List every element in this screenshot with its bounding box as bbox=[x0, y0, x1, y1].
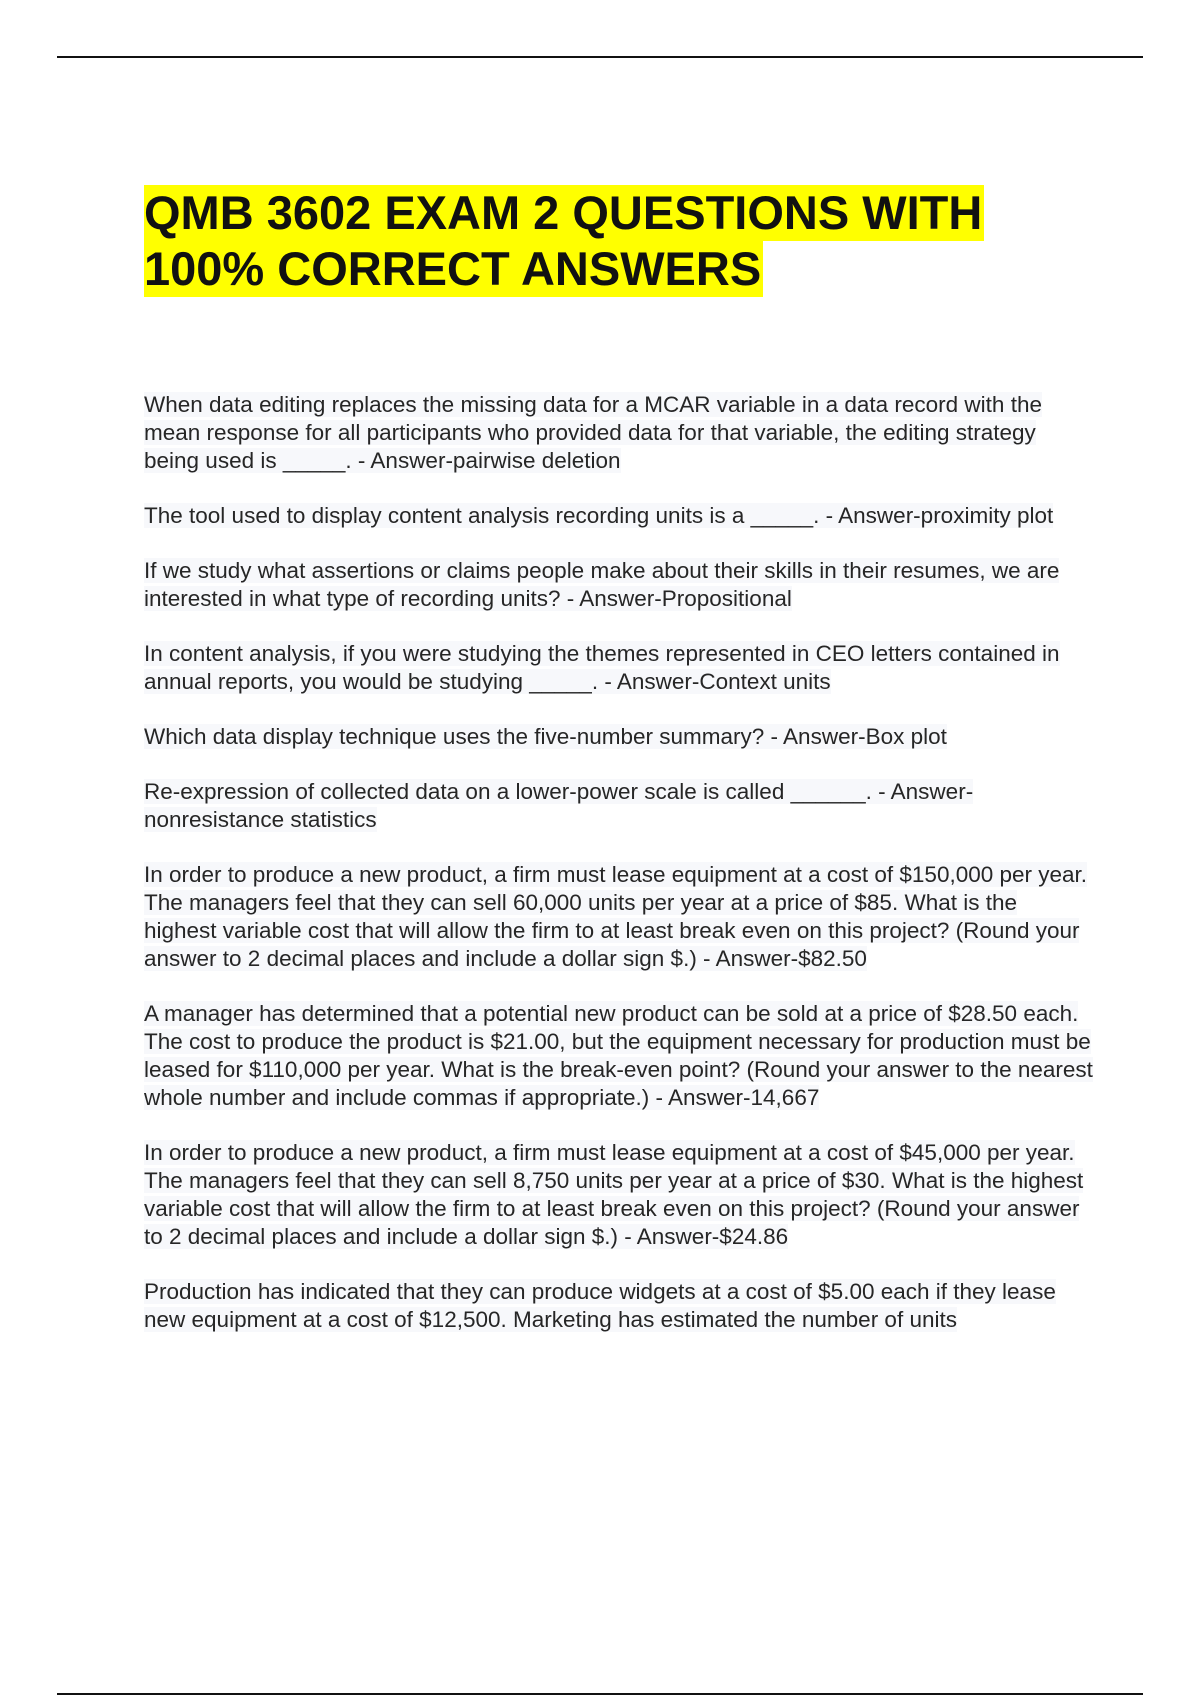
qa-text: In content analysis, if you were studying the themes represented in CEO letters contained in annual reports, you would be studying _____. - Answer-Context units bbox=[144, 641, 1060, 694]
title-line-1: QMB 3602 EXAM 2 QUESTIONS WITH bbox=[144, 186, 983, 239]
footer-rule bbox=[57, 1693, 1143, 1695]
qa-text: The tool used to display content analysis recording units is a _____. - Answer-proximity plot bbox=[144, 503, 1054, 528]
qa-text: Production has indicated that they can produce widgets at a cost of $5.00 each if they lease new equipment at a cost of $12,500. Marketing has estimated the number of units bbox=[144, 1279, 1056, 1332]
header-rule bbox=[57, 56, 1143, 58]
qa-item-10 bbox=[144, 1278, 1094, 1334]
qa-item-7 bbox=[144, 861, 1094, 973]
qa-item-1 bbox=[144, 391, 1094, 475]
qa-text: Which data display technique uses the five-number summary? - Answer-Box plot bbox=[144, 724, 947, 749]
qa-text: If we study what assertions or claims people make about their skills in their resumes, we are interested in what type of recording units? - Answer-Propositional bbox=[144, 558, 1060, 611]
title-line-2: 100% CORRECT ANSWERS bbox=[144, 242, 762, 295]
qa-text: A manager has determined that a potential new product can be sold at a price of $28.50 each. The cost to produce the product is $21.00, but the equipment necessary for production must be leased for $110,000 per year. What is the break-even point? (Round your answer to the nearest whole number and include commas if appropriate.) - Answer-14,667 bbox=[144, 1001, 1093, 1110]
qa-item-2 bbox=[144, 502, 1094, 530]
qa-item-9 bbox=[144, 1139, 1094, 1251]
document-title bbox=[144, 185, 984, 297]
question-answer-list bbox=[144, 391, 1094, 1361]
qa-text: When data editing replaces the missing data for a MCAR variable in a data record with the mean response for all participants who provided data for that variable, the editing strategy being used is _____. - Answer-pairwise deletion bbox=[144, 392, 1042, 473]
qa-item-5 bbox=[144, 723, 1094, 751]
qa-text: In order to produce a new product, a firm must lease equipment at a cost of $150,000 per year. The managers feel that they can sell 60,000 units per year at a price of $85. What is the highest variable cost that will allow the firm to at least break even on this project? (Round your answer to 2 decimal places and include a dollar sign $.) - Answer-$82.50 bbox=[144, 862, 1088, 971]
qa-text: Re-expression of collected data on a lower-power scale is called ______. - Answer-nonresistance statistics bbox=[144, 779, 974, 832]
qa-text: In order to produce a new product, a firm must lease equipment at a cost of $45,000 per year. The managers feel that they can sell 8,750 units per year at a price of $30. What is the highest variable cost that will allow the firm to at least break even on this project? (Round your answer to 2 decimal places and include a dollar sign $.) - Answer-$24.86 bbox=[144, 1140, 1084, 1249]
qa-item-8 bbox=[144, 1000, 1094, 1112]
qa-item-6 bbox=[144, 778, 1094, 834]
qa-item-3 bbox=[144, 557, 1094, 613]
qa-item-4 bbox=[144, 640, 1094, 696]
